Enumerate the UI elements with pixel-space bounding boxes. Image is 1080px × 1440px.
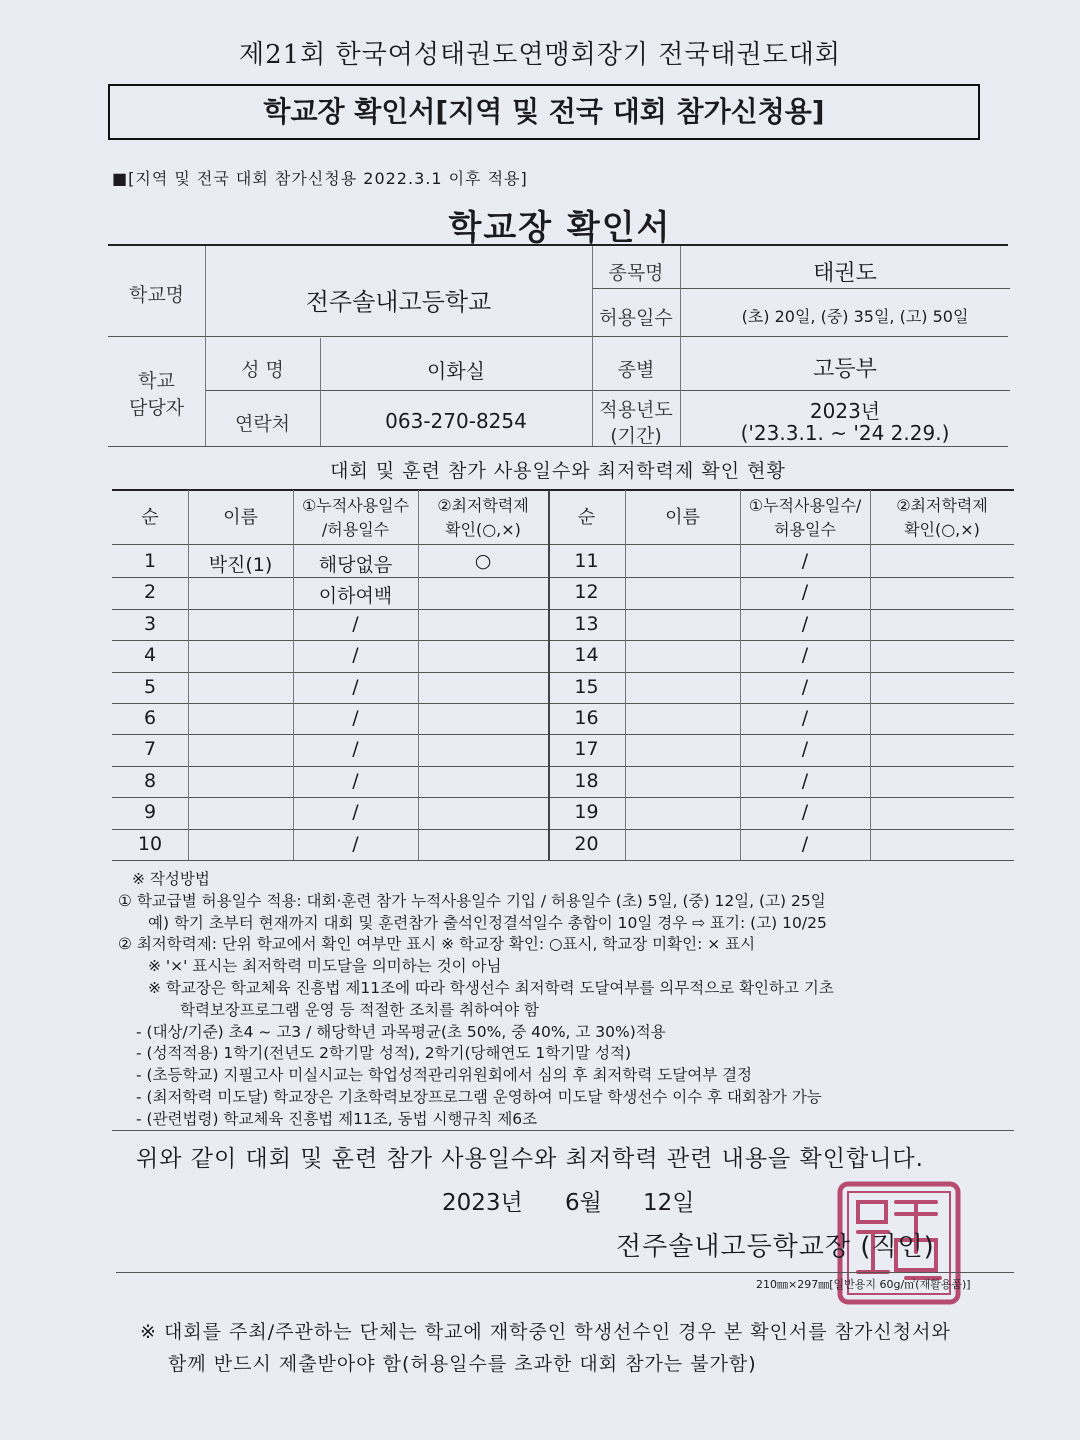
name-label: 성 명 [241,359,284,381]
col-name-right: 이름 [665,507,700,528]
table-row-divider [112,797,1014,798]
category-label: 종별 [617,359,655,381]
col-edu-right-line2: 확인(○,×) [904,520,980,539]
table-row-divider [112,609,1014,610]
divider [418,490,419,860]
table-row-divider [112,672,1014,673]
table-cell-no: 6 [143,707,157,729]
sport-value: 태권도 [813,261,877,286]
table-cell-days: / [801,676,809,698]
table-cell-no: 1 [143,550,157,572]
table-header-bottom [112,544,1014,545]
instruction-line: ※ '×' 표시는 최저학력 미도달을 의미하는 것이 아님 [148,957,502,976]
divider [625,490,626,860]
table-cell-no: 18 [574,770,599,792]
sport-label: 종목명 [608,262,664,284]
date-month: 6월 [565,1190,602,1216]
table-cell-edu: ○ [474,550,492,572]
table-cell-days: / [352,676,359,698]
col-days-right-line1: ①누적사용일수/ [748,496,862,515]
table-row-divider [112,734,1014,735]
paper-spec: 210㎜×297㎜[일반용지 60g/㎡(재활용품)] [756,1278,971,1291]
year-label-line1: 적용년도 [599,399,673,421]
table-cell-no: 16 [574,707,599,729]
instruction-line: ※ 작성방법 [132,870,210,888]
divider [205,390,593,391]
instruction-line: ※ 학교장은 학교체육 진흥법 제11조에 따라 학생선수 최저학력 도달여부를 의무적으로 확인하고 기초 [148,979,834,997]
event-title: 제21회 한국여성태권도연맹회장기 전국태권도대회 [238,40,842,70]
col-days-right-line2: 허용일수 [774,520,836,539]
table-cell-days: / [352,801,359,823]
table-cell-no: 17 [574,738,599,760]
contact-value: 063-270-8254 [385,409,527,433]
table-cell-days: / [801,738,809,760]
table-cell-no: 20 [574,833,599,855]
table-cell-days: / [352,770,359,792]
year-label-line2: (기간) [610,425,662,447]
table-cell-days: / [352,738,359,760]
table-cell-no: 19 [574,801,599,823]
instruction-line: - (최저학력 미도달) 학교장은 기초학력보장프로그램 운영하여 미도달 학생선수 이수 후 대회참가 가능 [136,1088,822,1106]
instruction-line: ① 학교급별 허용일수 적용: 대회·훈련 참가 누적사용일수 기입 / 허용일수 (초) 5일, (중) 12일, (고) 25일 [118,891,826,910]
table-cell-no: 3 [143,613,157,635]
table-cell-days: / [801,613,809,635]
table-row-divider [112,860,1014,861]
table-cell-no: 15 [574,676,599,698]
date-day: 12일 [643,1190,695,1216]
principal-signature-line: 전주솔내고등학교장 (직인) [616,1232,935,1262]
table-row-divider [112,640,1014,641]
divider [870,490,871,860]
instruction-line: - (관련법령) 학교체육 진흥법 제11조, 동법 시행규칙 제6조 [136,1109,538,1128]
table-cell-no: 9 [143,801,157,823]
year-value: 2023년 [809,399,881,423]
instruction-line: - (대상/기준) 초4 ~ 고3 / 해당학년 과목평균(초 50%, 중 40%, 고 30%)적용 [136,1022,666,1041]
form-title-box: 학교장 확인서[지역 및 전국 대회 참가신청용] [108,84,980,140]
status-section-title: 대회 및 훈련 참가 사용일수와 최저학력제 확인 현황 [330,460,786,482]
table-cell-name: 박진(1) [208,554,273,576]
col-edu-left-line1: ②최저학력제 [437,496,529,515]
instruction-line: - (초등학교) 지필고사 미실시교는 학업성적관리위원회에서 심의 후 최저학력 도달여부 결정 [136,1066,753,1085]
manager-label-line1: 학교 [138,370,175,392]
table-cell-days: / [801,550,809,572]
table-cell-no: 14 [574,644,599,666]
table-cell-days: 이하여백 [318,585,393,607]
period-value: ('23.3.1. ~ '24 2.29.) [740,421,950,445]
category-value: 고등부 [813,357,877,382]
table-cell-days: / [801,833,809,855]
footer-note-line1: ※ 대회를 주최/주관하는 단체는 학교에 재학중인 학생선수인 경우 본 확인서를 참가신청서와 [140,1321,951,1343]
allowed-days-value: (초) 20일, (중) 35일, (고) 50일 [741,307,969,326]
table-cell-days: 해당없음 [318,554,393,576]
divider [592,288,1010,289]
school-name-label: 학교명 [128,284,185,306]
divider [116,1272,1014,1273]
table-cell-days: / [352,707,359,729]
divider [112,1130,1014,1131]
table-cell-no: 4 [143,644,157,666]
table-cell-no: 10 [137,833,163,855]
table-top-border [112,489,1014,491]
manager-name: 이화실 [427,359,485,383]
table-row-divider [112,766,1014,767]
instruction-line: - (성적적용) 1학기(전년도 2학기말 성적), 2학기(당해연도 1학기말 성적) [136,1044,632,1063]
table-cell-no: 12 [574,581,599,603]
instruction-line: 예) 학기 초부터 현재까지 대회 및 훈련참가 출석인정결석일수 총합이 10일 경우 ⇨ 표기: (고) 10/25 [148,913,827,932]
table-row-divider [112,577,1014,578]
table-cell-no: 11 [574,550,599,572]
col-no-right: 순 [577,507,596,528]
info-top-border [108,244,1008,246]
table-row-divider [112,703,1014,704]
divider [592,390,1010,391]
table-cell-no: 7 [143,738,157,760]
divider [108,336,1008,337]
application-note: ■[지역 및 전국 대회 참가신청용 2022.3.1 이후 적용] [112,169,528,188]
table-row-divider [112,829,1014,830]
allowed-days-label: 허용일수 [599,307,673,329]
table-cell-days: / [801,581,809,603]
instruction-line: ② 최저학력제: 단위 학교에서 확인 여부만 표시 ※ 학교장 확인: ○표시, 학교장 미확인: × 표시 [118,935,756,954]
table-cell-no: 8 [143,770,157,792]
col-edu-left-line2: 확인(○,×) [445,520,521,539]
col-days-left-line1: ①누적사용일수 [301,496,410,515]
footer-note-line2: 함께 반드시 제출받아야 함(허용일수를 초과한 대회 참가는 불가함) [168,1353,757,1375]
table-cell-days: / [352,644,359,666]
manager-label-line2: 담당자 [128,397,185,419]
table-cell-days: / [352,613,359,635]
contact-label: 연락처 [234,413,291,435]
divider [108,446,1008,447]
table-cell-days: / [352,833,359,855]
divider [188,490,189,860]
table-cell-days: / [801,770,809,792]
date-year: 2023년 [442,1190,523,1216]
table-cell-days: / [801,801,809,823]
table-cell-days: / [801,644,809,666]
table-cell-no: 5 [143,676,157,698]
col-no-left: 순 [141,507,159,528]
col-days-left-line2: /허용일수 [321,520,390,539]
confirmation-statement: 위와 같이 대회 및 훈련 참가 사용일수와 최저학력 관련 내용을 확인합니다. [136,1146,924,1172]
table-cell-days: / [801,707,809,729]
instruction-line: 학력보장프로그램 운영 등 적절한 조치를 취하여야 함 [180,1000,539,1019]
school-name: 전주솔내고등학교 [305,288,492,316]
col-name-left: 이름 [223,507,258,528]
table-cell-no: 2 [143,581,157,603]
col-edu-right-line1: ②최저학력제 [896,496,988,515]
document-title: 학교장 확인서 [448,208,672,248]
table-cell-no: 13 [574,613,599,635]
